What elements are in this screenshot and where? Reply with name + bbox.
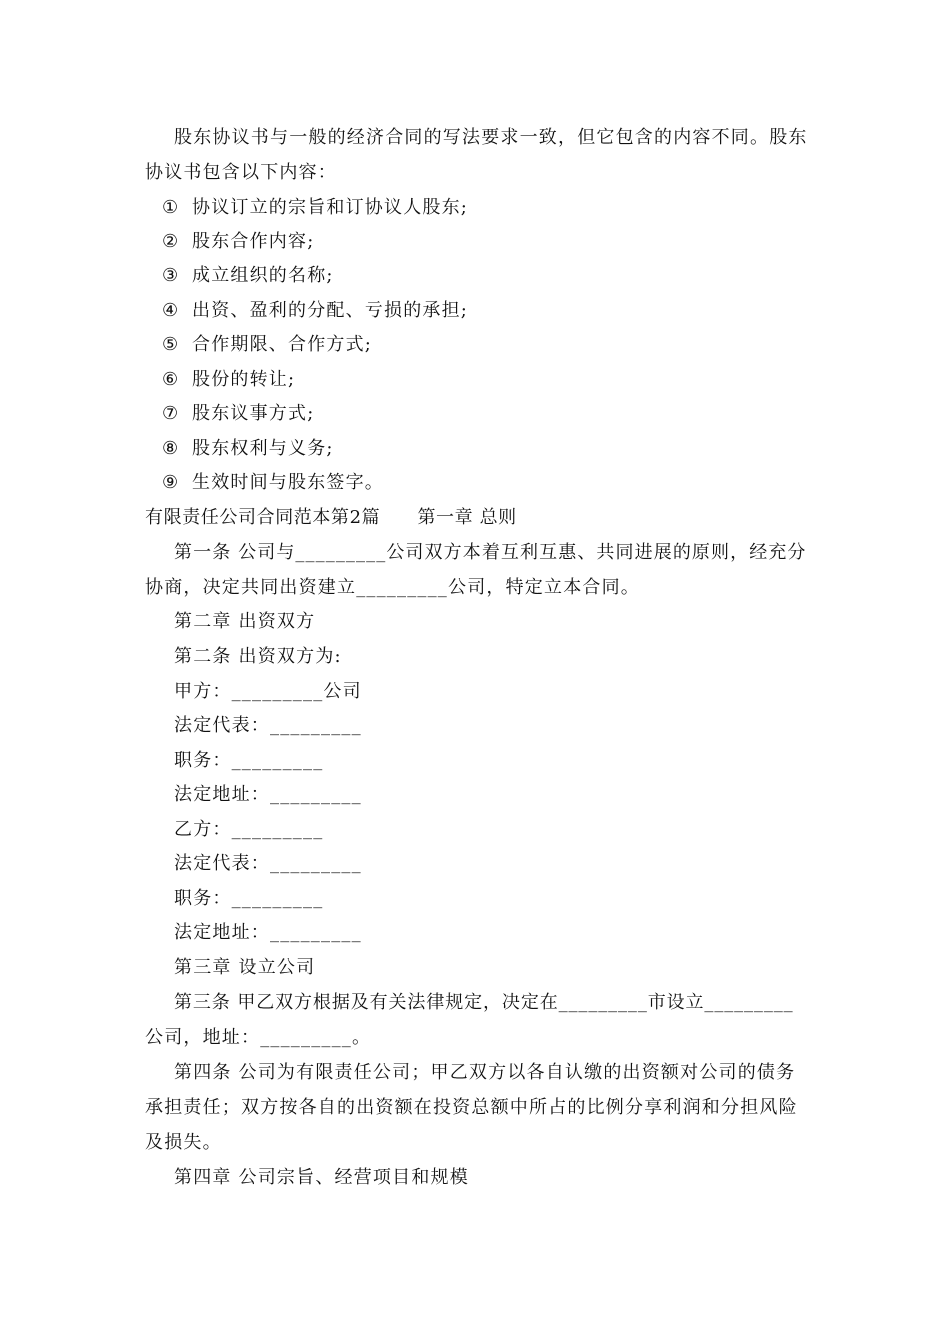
party-a-title: 职务：_________ (174, 750, 324, 771)
list-item (162, 368, 295, 392)
article-3-line-1: 第三条 甲乙双方根据及有关法律规定，决定在_________市设立_________ (174, 992, 794, 1013)
list-item-number: ⑦ (162, 403, 180, 424)
list-item-text: 合作期限、合作方式; (192, 334, 373, 355)
list-item-number: ① (162, 197, 180, 218)
intro-line-2: 协议书包含以下内容： (145, 162, 337, 183)
party-b-address: 法定地址：_________ (174, 922, 362, 943)
party-a-address: 法定地址：_________ (174, 784, 362, 805)
chapter-4-heading: 第四章 公司宗旨、经营项目和规模 (174, 1167, 469, 1188)
list-item-number: ③ (162, 265, 180, 286)
list-item-text: 股东合作内容; (192, 231, 315, 252)
party-a-name: 甲方：_________公司 (174, 681, 362, 702)
intro-line-1: 股东协议书与一般的经济合同的写法要求一致，但它包含的内容不同。股东 (174, 127, 808, 148)
list-item-number: ⑨ (162, 472, 180, 493)
list-item (162, 264, 334, 288)
list-item-number: ⑥ (162, 369, 180, 390)
list-item-number: ⑤ (162, 334, 180, 355)
list-item-text: 生效时间与股东签字。 (192, 472, 384, 493)
list-item (162, 437, 334, 461)
list-item-text: 成立组织的名称; (192, 265, 334, 286)
list-item-text: 股东议事方式; (192, 403, 315, 424)
article-4-line-3: 及损失。 (145, 1132, 222, 1153)
list-item (162, 402, 314, 426)
article-1-line-1: 第一条 公司与_________公司双方本着互利互惠、共同进展的原则，经充分 (174, 542, 807, 563)
party-b-name: 乙方：_________ (174, 819, 324, 840)
list-item-number: ② (162, 231, 180, 252)
list-item (162, 471, 384, 495)
article-2: 第二条 出资双方为: (174, 646, 342, 667)
article-4-line-2: 承担责任；双方按各自的出资额在投资总额中所占的比例分享利润和分担风险 (145, 1097, 798, 1118)
list-item (162, 230, 314, 254)
section-heading: 有限责任公司合同范本第2篇 第一章 总则 (145, 507, 517, 528)
list-item-text: 协议订立的宗旨和订协议人股东; (192, 197, 469, 218)
party-a-representative: 法定代表：_________ (174, 715, 362, 736)
party-b-representative: 法定代表：_________ (174, 853, 362, 874)
list-item-text: 出资、盈利的分配、亏损的承担; (192, 300, 469, 321)
list-item (162, 299, 468, 323)
article-4-line-1: 第四条 公司为有限责任公司；甲乙双方以各自认缴的出资额对公司的债务 (174, 1062, 796, 1083)
article-1-line-2: 协商，决定共同出资建立_________公司，特定立本合同。 (145, 577, 640, 598)
list-item (162, 196, 468, 220)
party-b-title: 职务：_________ (174, 888, 324, 909)
list-item-text: 股份的转让; (192, 369, 296, 390)
chapter-3-heading: 第三章 设立公司 (174, 957, 316, 978)
article-3-line-2: 公司，地址：_________。 (145, 1027, 372, 1048)
list-item-text: 股东权利与义务; (192, 438, 334, 459)
chapter-2-heading: 第二章 出资双方 (174, 611, 316, 632)
list-item-number: ⑧ (162, 438, 180, 459)
list-item (162, 333, 372, 357)
list-item-number: ④ (162, 300, 180, 321)
